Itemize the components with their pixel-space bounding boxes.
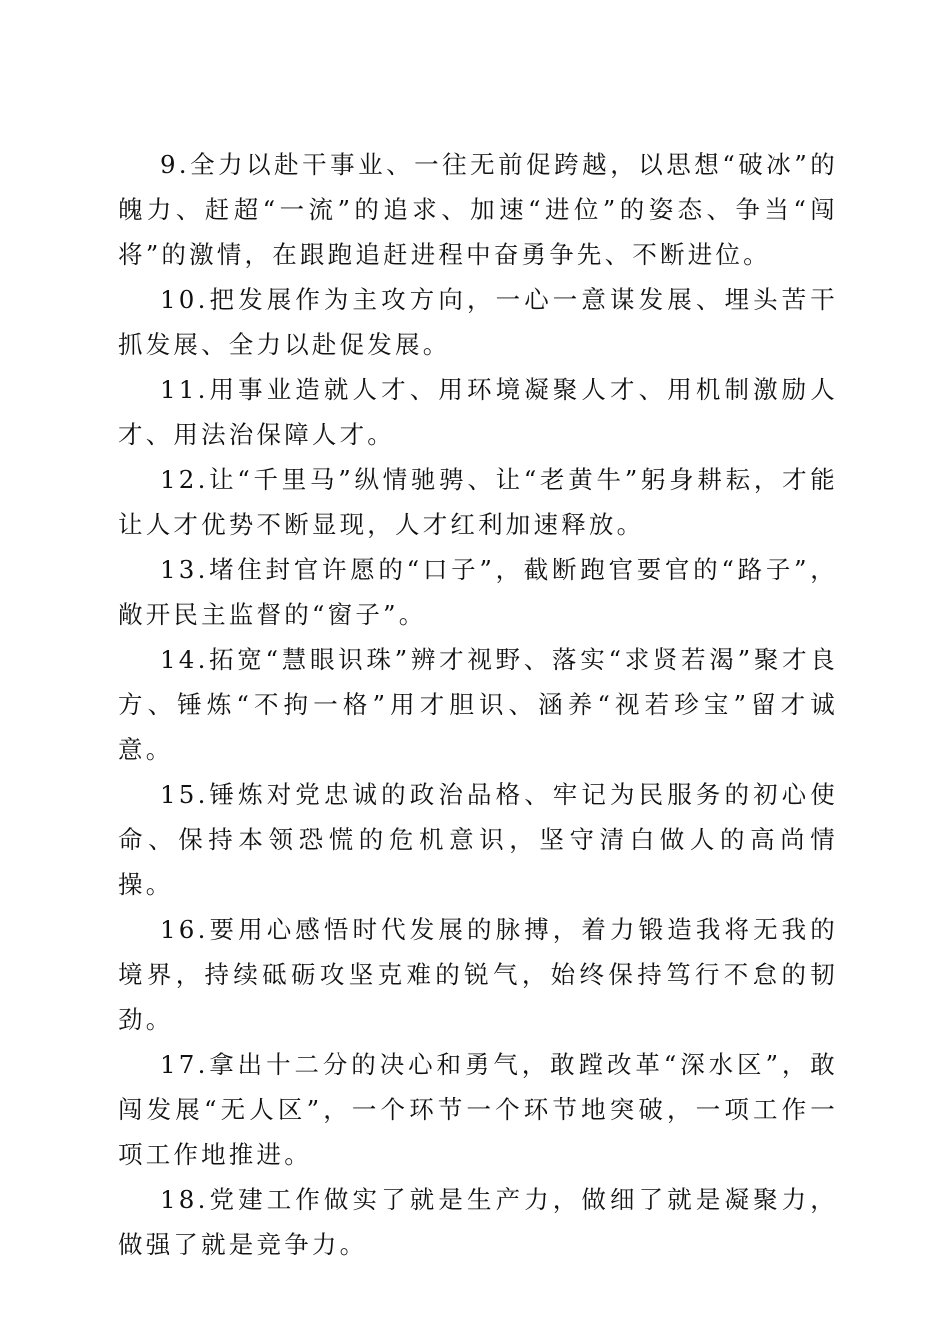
document-body bbox=[118, 142, 838, 1267]
paragraph-15: 15.锤炼对党忠诚的政治品格、牢记为民服务的初心使命、保持本领恐慌的危机意识，坚守清白做人的高尚情操。 bbox=[118, 780, 838, 899]
paragraph-10: 10.把发展作为主攻方向，一心一意谋发展、埋头苦干抓发展、全力以赴促发展。 bbox=[118, 285, 838, 359]
paragraph-16: 16.要用心感悟时代发展的脉搏，着力锻造我将无我的境界，持续砥砺攻坚克难的锐气，始终保持笃行不怠的韧劲。 bbox=[118, 915, 838, 1034]
paragraph-17: 17.拿出十二分的决心和勇气，敢蹚改革“深水区”，敢闯发展“无人区”，一个环节一个环节地突破，一项工作一项工作地推进。 bbox=[118, 1050, 838, 1169]
paragraph-12: 12.让“千里马”纵情驰骋、让“老黄牛”躬身耕耘，才能让人才优势不断显现，人才红利加速释放。 bbox=[118, 465, 838, 539]
paragraph-18: 18.党建工作做实了就是生产力，做细了就是凝聚力，做强了就是竞争力。 bbox=[118, 1185, 838, 1259]
paragraph-9: 9.全力以赴干事业、一往无前促跨越，以思想“破冰”的魄力、赶超“一流”的追求、加速“进位”的姿态、争当“闯将”的激情，在跟跑追赶进程中奋勇争先、不断进位。 bbox=[118, 150, 838, 269]
paragraph-11: 11.用事业造就人才、用环境凝聚人才、用机制激励人才、用法治保障人才。 bbox=[118, 375, 838, 449]
paragraph-14: 14.拓宽“慧眼识珠”辨才视野、落实“求贤若渴”聚才良方、锤炼“不拘一格”用才胆识、涵养“视若珍宝”留才诚意。 bbox=[118, 645, 838, 764]
paragraph-13: 13.堵住封官许愿的“口子”，截断跑官要官的“路子”，敞开民主监督的“窗子”。 bbox=[118, 555, 838, 629]
